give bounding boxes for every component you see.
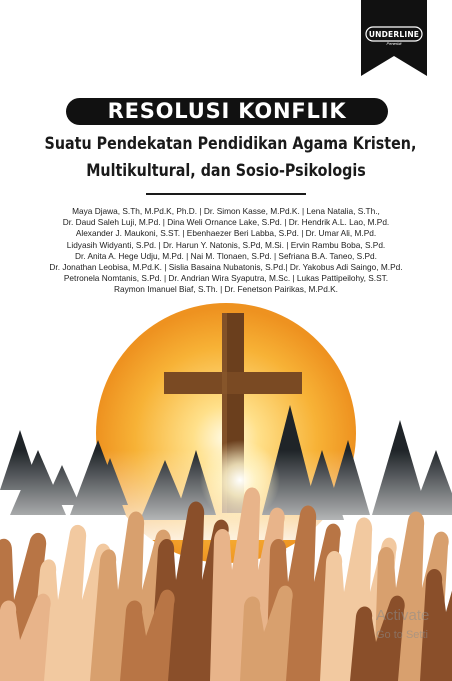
author-line: Lidyasih Widyanti, S.Pd. | Dr. Harun Y. Natonis, S.Pd, M.Si. | Ervin Rambu Boba, S.Pd. [66, 239, 386, 250]
publisher-tagline: Penerbit [386, 41, 402, 46]
author-list [10, 206, 442, 296]
activation-watermark-title: Activate [376, 607, 430, 624]
author-line: Dr. Anita A. Hege Udju, M.Pd. | Nai M. Tlonaen, S.Pd. | Sefriana B.A. Taneo, S.Pd. [75, 250, 377, 261]
activation-watermark-subtitle: Go to Setti [376, 629, 428, 641]
subtitle-line: Multikultural, dan Sosio-Psikologis [86, 161, 366, 181]
author-line: Alexander J. Maukoni, S.ST. | Ebenhaezer Beri Labba, S.Pd. | Dr. Umar Ali, M.Pd. [75, 228, 377, 239]
book-title: RESOLUSI KONFLIK [107, 99, 347, 123]
author-line: Maya Djawa, S.Th, M.Pd.K, Ph.D. | Dr. Simon Kasse, M.Pd.K. | Lena Natalia, S.Th., [72, 206, 380, 216]
author-line: Dr. Daud Saleh Luji, M.Pd. | Dina Weli Ornance Lake, S.Pd. | Dr. Hendrik A.L. Lao, M.Pd. [62, 217, 390, 228]
author-line: Petronela Nomtanis, S.Pd. | Dr. Andrian Wira Syaputra, M.Sc. | Lukas Pattipeilohy, S.ST. [63, 273, 389, 284]
author-line: Raymon Imanuel Biaf, S.Th. | Dr. Fenetson Pairikas, M.Pd.K. [114, 284, 338, 295]
publisher-name: UNDERLINE [368, 30, 420, 39]
author-line: Dr. Jonathan Leobisa, M.Pd.K. | Sislia Basaina Nubatonis, S.Pd.| Dr. Yakobus Adi Saingo, M.Pd. [49, 262, 403, 273]
subtitle-line: Suatu Pendekatan Pendidikan Agama Kristen, [44, 134, 417, 154]
book-subtitle [44, 131, 417, 185]
divider-rule [146, 193, 306, 195]
